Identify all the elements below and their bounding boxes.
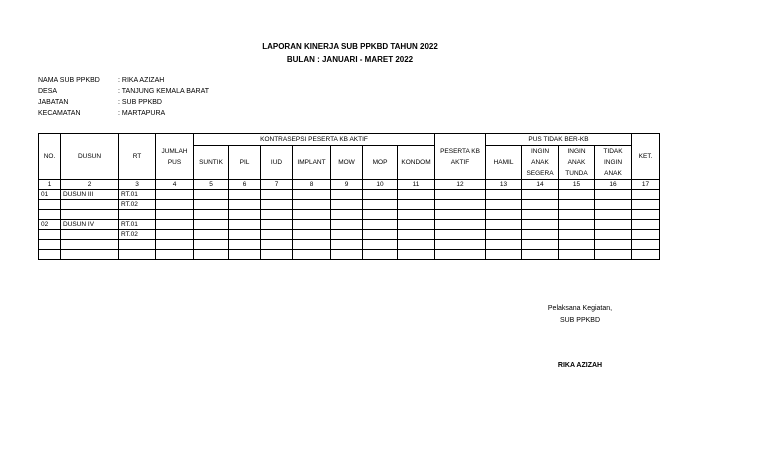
header-jumlah-pus: JUMLAH PUS [156, 134, 194, 180]
cell-empty [194, 190, 229, 200]
cell-rt: RT.02 [119, 200, 156, 210]
info-value: : MARTAPURA [118, 110, 166, 117]
cell-dusun [61, 250, 119, 260]
cell-no [39, 210, 61, 220]
cell-empty [363, 190, 398, 200]
info-value: : SUB PPKBD [118, 99, 162, 106]
cell-empty [522, 230, 559, 240]
cell-empty [194, 210, 229, 220]
cell-empty [486, 190, 522, 200]
cell-empty [194, 230, 229, 240]
cell-dusun [61, 240, 119, 250]
cell-empty [156, 230, 194, 240]
table-row [39, 210, 660, 220]
cell-empty [156, 240, 194, 250]
header-tidak-ingin-anak: TIDAK INGIN ANAK [595, 146, 632, 180]
cell-empty [331, 200, 363, 210]
column-number: 8 [293, 180, 331, 190]
column-number: 12 [435, 180, 486, 190]
cell-empty [398, 200, 435, 210]
cell-empty [522, 210, 559, 220]
info-value: : TANJUNG KEMALA BARAT [118, 88, 210, 95]
report-period: BULAN : JANUARI - MARET 2022 [286, 55, 414, 64]
header-mow: MOW [331, 146, 363, 180]
cell-empty [229, 220, 261, 230]
cell-empty [559, 200, 595, 210]
cell-empty [293, 190, 331, 200]
header-no: NO. [39, 134, 61, 180]
cell-empty [293, 200, 331, 210]
header-ingin-anak-tunda: INGIN ANAK TUNDA [559, 146, 595, 180]
cell-empty [522, 200, 559, 210]
column-number: 1 [39, 180, 61, 190]
header-kontrasepsi: KONTRASEPSI PESERTA KB AKTIF [194, 134, 435, 146]
column-number: 14 [522, 180, 559, 190]
cell-empty [331, 240, 363, 250]
column-number: 7 [261, 180, 293, 190]
cell-empty [363, 200, 398, 210]
header-ket: KET. [632, 134, 660, 180]
cell-empty [398, 210, 435, 220]
column-number: 13 [486, 180, 522, 190]
cell-empty [632, 220, 660, 230]
cell-empty [194, 220, 229, 230]
cell-empty [293, 230, 331, 240]
cell-dusun [61, 210, 119, 220]
cell-empty [632, 210, 660, 220]
info-row-nama [38, 75, 209, 86]
cell-empty [229, 210, 261, 220]
cell-empty [595, 220, 632, 230]
table-row [39, 250, 660, 260]
signature-role: SUB PPKBD [559, 317, 601, 324]
cell-empty [435, 250, 486, 260]
cell-empty [331, 250, 363, 260]
column-number: 9 [331, 180, 363, 190]
cell-empty [261, 200, 293, 210]
cell-empty [486, 230, 522, 240]
cell-empty [194, 200, 229, 210]
cell-rt [119, 240, 156, 250]
cell-rt [119, 250, 156, 260]
cell-dusun [61, 230, 119, 240]
cell-empty [398, 230, 435, 240]
cell-empty [632, 250, 660, 260]
column-number: 16 [595, 180, 632, 190]
table-body [39, 190, 660, 260]
cell-empty [261, 220, 293, 230]
cell-dusun: DUSUN IV [61, 220, 119, 230]
cell-empty [595, 250, 632, 260]
cell-rt: RT.01 [119, 220, 156, 230]
cell-empty [156, 250, 194, 260]
cell-empty [435, 230, 486, 240]
header-mop: MOP [363, 146, 398, 180]
table-row [39, 200, 660, 210]
cell-empty [595, 240, 632, 250]
header-iud: IUD [261, 146, 293, 180]
cell-no [39, 230, 61, 240]
cell-empty [363, 220, 398, 230]
column-number: 5 [194, 180, 229, 190]
header-rt: RT [119, 134, 156, 180]
cell-empty [522, 220, 559, 230]
cell-empty [229, 240, 261, 250]
report-title: LAPORAN KINERJA SUB PPKBD TAHUN 2022 [262, 42, 438, 51]
cell-empty [261, 250, 293, 260]
cell-empty [261, 230, 293, 240]
column-number: 15 [559, 180, 595, 190]
cell-empty [435, 220, 486, 230]
cell-empty [632, 200, 660, 210]
cell-empty [331, 210, 363, 220]
header-hamil: HAMIL [486, 146, 522, 180]
cell-empty [363, 210, 398, 220]
column-number: 2 [61, 180, 119, 190]
cell-empty [559, 240, 595, 250]
cell-empty [486, 200, 522, 210]
cell-empty [156, 200, 194, 210]
header-pus-tidak-berkb: PUS TIDAK BER-KB [486, 134, 632, 146]
cell-empty [363, 230, 398, 240]
cell-no: 01 [39, 190, 61, 200]
cell-empty [632, 230, 660, 240]
table-row [39, 220, 660, 230]
column-number: 17 [632, 180, 660, 190]
column-number: 11 [398, 180, 435, 190]
cell-empty [229, 230, 261, 240]
cell-empty [398, 190, 435, 200]
cell-empty [486, 250, 522, 260]
cell-empty [559, 250, 595, 260]
cell-empty [486, 220, 522, 230]
cell-empty [363, 250, 398, 260]
cell-empty [435, 240, 486, 250]
cell-empty [632, 190, 660, 200]
signature-title: Pelaksana Kegiatan, [547, 305, 613, 312]
header-ingin-anak-segera: INGIN ANAK SEGERA [522, 146, 559, 180]
cell-empty [261, 190, 293, 200]
cell-empty [522, 240, 559, 250]
column-number: 10 [363, 180, 398, 190]
header-pil: PIL [229, 146, 261, 180]
cell-empty [293, 240, 331, 250]
cell-empty [559, 190, 595, 200]
cell-empty [522, 250, 559, 260]
cell-empty [293, 210, 331, 220]
cell-empty [522, 190, 559, 200]
header-dusun: DUSUN [61, 134, 119, 180]
cell-empty [293, 250, 331, 260]
column-number: 6 [229, 180, 261, 190]
column-number: 4 [156, 180, 194, 190]
table-row [39, 190, 660, 200]
info-key: JABATAN [38, 99, 69, 106]
cell-empty [435, 210, 486, 220]
cell-empty [632, 240, 660, 250]
info-row-desa [38, 86, 209, 97]
cell-rt [119, 210, 156, 220]
info-value: : RIKA AZIZAH [118, 77, 165, 84]
cell-empty [293, 220, 331, 230]
cell-empty [435, 190, 486, 200]
column-number: 3 [119, 180, 156, 190]
cell-empty [229, 200, 261, 210]
cell-empty [595, 190, 632, 200]
info-key: DESA [38, 88, 58, 95]
cell-empty [559, 220, 595, 230]
header-row-1 [39, 134, 660, 146]
header-suntik: SUNTIK [194, 146, 229, 180]
cell-empty [229, 190, 261, 200]
cell-no [39, 200, 61, 210]
cell-empty [261, 240, 293, 250]
cell-empty [331, 190, 363, 200]
cell-empty [435, 200, 486, 210]
cell-empty [398, 250, 435, 260]
cell-empty [229, 250, 261, 260]
cell-no [39, 250, 61, 260]
cell-dusun: DUSUN III [61, 190, 119, 200]
header-kondom: KONDOM [398, 146, 435, 180]
cell-empty [486, 240, 522, 250]
report-info [38, 75, 209, 119]
cell-empty [156, 210, 194, 220]
info-row-jabatan [38, 97, 209, 108]
info-row-kecamatan [38, 108, 209, 119]
signature-name: RIKA AZIZAH [557, 362, 603, 369]
cell-empty [261, 210, 293, 220]
cell-empty [486, 210, 522, 220]
table-row [39, 230, 660, 240]
cell-empty [194, 240, 229, 250]
cell-empty [559, 230, 595, 240]
cell-empty [595, 230, 632, 240]
cell-dusun [61, 200, 119, 210]
cell-empty [331, 230, 363, 240]
cell-empty [156, 190, 194, 200]
info-key: KECAMATAN [38, 110, 81, 117]
cell-empty [156, 220, 194, 230]
cell-rt: RT.02 [119, 230, 156, 240]
cell-rt: RT.01 [119, 190, 156, 200]
cell-empty [559, 210, 595, 220]
header-peserta-kb-aktif: PESERTA KB AKTIF [435, 134, 486, 180]
cell-no [39, 240, 61, 250]
cell-empty [194, 250, 229, 260]
cell-empty [363, 240, 398, 250]
cell-no: 02 [39, 220, 61, 230]
cell-empty [398, 220, 435, 230]
column-number-row [39, 180, 660, 190]
cell-empty [595, 200, 632, 210]
cell-empty [331, 220, 363, 230]
table-row [39, 240, 660, 250]
info-key: NAMA SUB PPKBD [38, 77, 100, 84]
report-table [38, 133, 660, 260]
cell-empty [595, 210, 632, 220]
header-implant: IMPLANT [293, 146, 331, 180]
cell-empty [398, 240, 435, 250]
